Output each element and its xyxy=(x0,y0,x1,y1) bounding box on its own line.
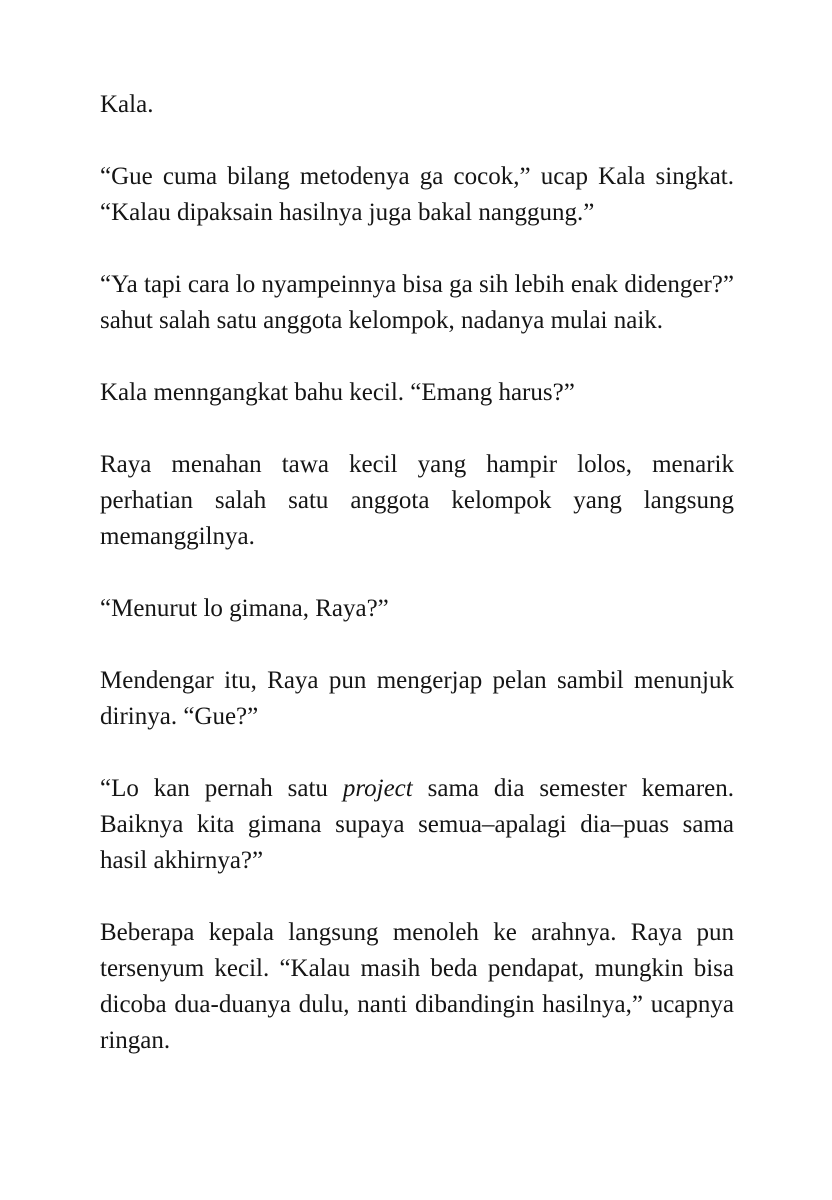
paragraph-2: “Gue cuma bilang metodenya ga cocok,” ucap Kala singkat. “Kalau dipaksain hasilnya juga bakal nanggung.” xyxy=(100,163,734,226)
italic-word-project: project xyxy=(342,775,413,802)
paragraph-8-end: sama dia semester kemaren. Baiknya kita gimana supaya semua–apalagi dia–puas sama hasil akhirnya?” xyxy=(100,775,734,874)
paragraph-9: Beberapa kepala langsung menoleh ke arahnya. Raya pun tersenyum kecil. “Kalau masih beda pendapat, mungkin bisa dicoba dua-duanya dulu, nanti dibandingin hasilnya,” ucapnya ringan. xyxy=(100,919,734,1054)
paragraph-7: Mendengar itu, Raya pun mengerjap pelan sambil menunjuk dirinya. “Gue?” xyxy=(100,667,734,730)
paragraph-1: Kala. xyxy=(100,91,154,118)
paragraph-4: Kala menngangkat bahu kecil. “Emang harus?” xyxy=(100,379,575,406)
paragraph-8 xyxy=(100,771,734,879)
paragraph-5: Raya menahan tawa kecil yang hampir lolos, menarik perhatian salah satu anggota kelompok yang langsung memanggilnya. xyxy=(100,451,734,550)
paragraph-3: “Ya tapi cara lo nyampeinnya bisa ga sih lebih enak didenger?” sahut salah satu anggota kelompok, nadanya mulai naik. xyxy=(100,271,734,334)
paragraph-8-start: “Lo kan pernah satu xyxy=(100,775,343,802)
story-text xyxy=(100,87,734,1095)
paragraph-6: “Menurut lo gimana, Raya?” xyxy=(100,595,389,622)
